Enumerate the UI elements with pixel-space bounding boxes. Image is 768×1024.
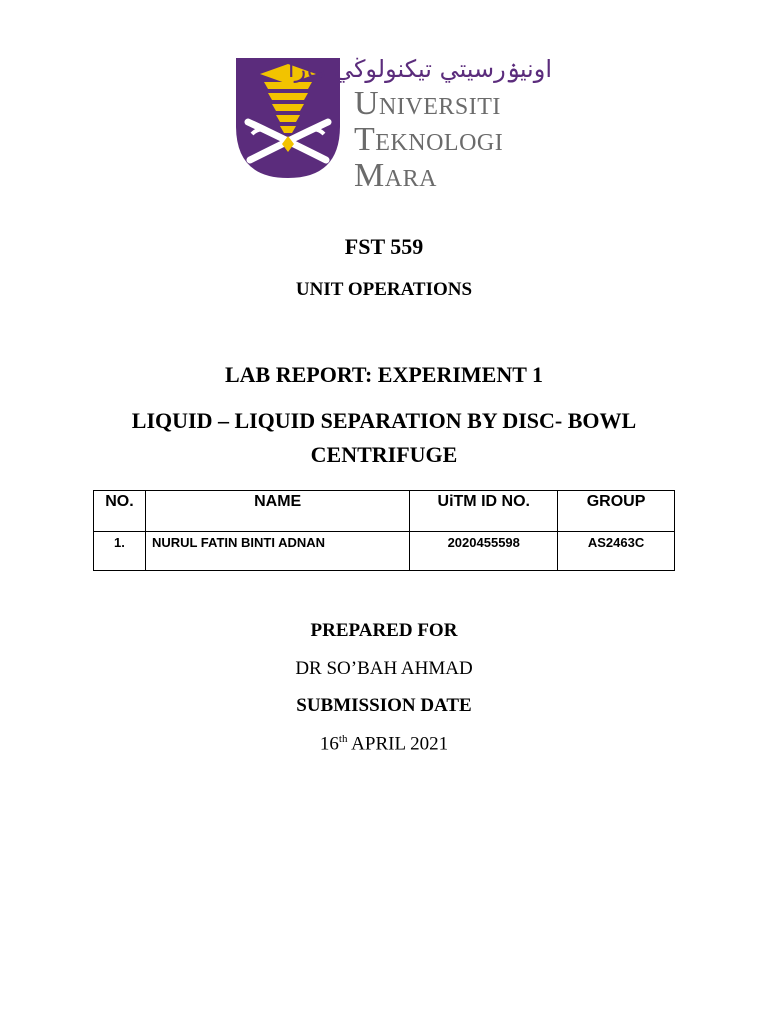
logo-wordmark — [354, 86, 554, 194]
prepared-for-label: PREPARED FOR — [310, 620, 458, 641]
date-suffix: th — [338, 733, 348, 745]
lecturer-name: DR SO’BAH AHMAD — [295, 658, 473, 679]
cell-id: 2020455598 — [410, 532, 558, 571]
table-row — [94, 532, 675, 571]
report-title: LAB REPORT: EXPERIMENT 1 — [224, 362, 544, 387]
header-group: GROUP — [558, 491, 675, 532]
cell-group: AS2463C — [558, 532, 675, 571]
cell-no: 1. — [94, 532, 146, 571]
header-id: UiTM ID NO. — [410, 491, 558, 532]
header-no: NO. — [94, 491, 146, 532]
course-code: FST 559 — [344, 234, 424, 259]
submission-date — [0, 733, 768, 755]
cell-name: NURUL FATIN BINTI ADNAN — [145, 532, 409, 571]
logo-word-3: Mara — [354, 157, 437, 194]
date-day: 16 — [319, 733, 339, 755]
header-name: NAME — [145, 491, 409, 532]
experiment-title — [0, 404, 768, 472]
experiment-title-line-2: CENTRIFUGE — [310, 442, 458, 467]
logo-word-1: Universiti — [354, 85, 501, 122]
course-name: UNIT OPERATIONS — [295, 279, 473, 300]
logo-jawi-text: اونيۏرسيتي تيكنولوڬي مارا — [287, 55, 552, 83]
university-logo — [234, 52, 552, 194]
table-header-row — [94, 491, 675, 532]
submission-date-label: SUBMISSION DATE — [296, 695, 472, 716]
member-table — [93, 490, 675, 571]
date-month-year: APRIL 2021 — [347, 733, 449, 755]
experiment-title-line-1: LIQUID – LIQUID SEPARATION BY DISC- BOWL — [131, 408, 637, 433]
logo-word-2: Teknologi — [354, 121, 504, 158]
